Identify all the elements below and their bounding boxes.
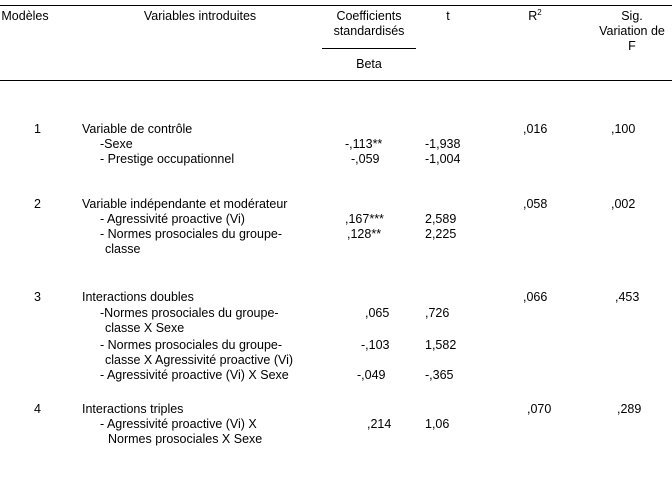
model-r2: ,016 [523,122,548,136]
row-t: 1,06 [425,417,450,431]
row-t: -1,004 [425,152,461,166]
header-coef-line1: Coefficients [336,9,402,23]
model-r2: ,058 [523,197,548,211]
header-r-sup: 2 [537,7,542,17]
model-sig: ,100 [611,122,636,136]
row-beta: -,049 [357,368,386,382]
header-r-base: R [528,9,538,23]
row-beta: -,113** [345,137,383,151]
row-label-continued: classe X Agressivité proactive (Vi) [105,353,294,367]
header-sig-line3: F [628,39,636,53]
table-top-rule [0,5,672,6]
row-beta: -,059 [351,152,380,166]
row-t: -1,938 [425,137,461,151]
model-sig: ,002 [611,197,636,211]
header-coef-line2: standardisés [333,24,405,38]
beta-subheader-rule [322,48,416,49]
row-beta: -,103 [361,338,390,352]
model-r2: ,070 [527,402,552,416]
header-bottom-rule [0,80,672,81]
row-label-continued: classe [105,242,141,256]
model-sig: ,289 [617,402,642,416]
model-title: Variable de contrôle [82,122,193,136]
model-r2: ,066 [523,290,548,304]
row-beta: ,128** [347,227,382,241]
model-number: 1 [34,122,41,136]
row-t: -,365 [425,368,454,382]
row-label: - Agressivité proactive (Vi) X Sexe [100,368,289,382]
row-label: -Normes prosociales du groupe- [100,306,279,320]
model-title: Interactions triples [82,402,184,416]
row-label: - Agressivité proactive (Vi) [100,212,245,226]
model-number: 4 [34,402,41,416]
row-label: - Prestige occupationnel [100,152,235,166]
row-label: - Normes prosociales du groupe- [100,227,283,241]
header-sig-line2: Variation de [599,24,665,38]
row-beta: ,214 [367,417,392,431]
row-label: - Agressivité proactive (Vi) X [100,417,257,431]
model-title: Interactions doubles [82,290,194,304]
row-label-continued: Normes prosociales X Sexe [108,432,263,446]
row-t: 2,589 [425,212,457,226]
model-number: 2 [34,197,41,211]
row-label-continued: classe X Sexe [105,321,185,335]
row-t: 2,225 [425,227,457,241]
header-r2 [515,9,555,23]
header-sig-line1: Sig. [621,9,643,23]
model-sig: ,453 [615,290,640,304]
row-label: - Normes prosociales du groupe- [100,338,283,352]
model-title: Variable indépendante et modérateur [82,197,288,211]
header-beta: Beta [356,57,382,71]
row-beta: ,065 [365,306,390,320]
header-models: Modèles [1,9,49,23]
model-number: 3 [34,290,41,304]
row-beta: ,167*** [345,212,384,226]
header-variables: Variables introduites [143,9,257,23]
header-t: t [446,9,450,23]
row-t: ,726 [425,306,450,320]
row-label: -Sexe [100,137,133,151]
row-t: 1,582 [425,338,457,352]
